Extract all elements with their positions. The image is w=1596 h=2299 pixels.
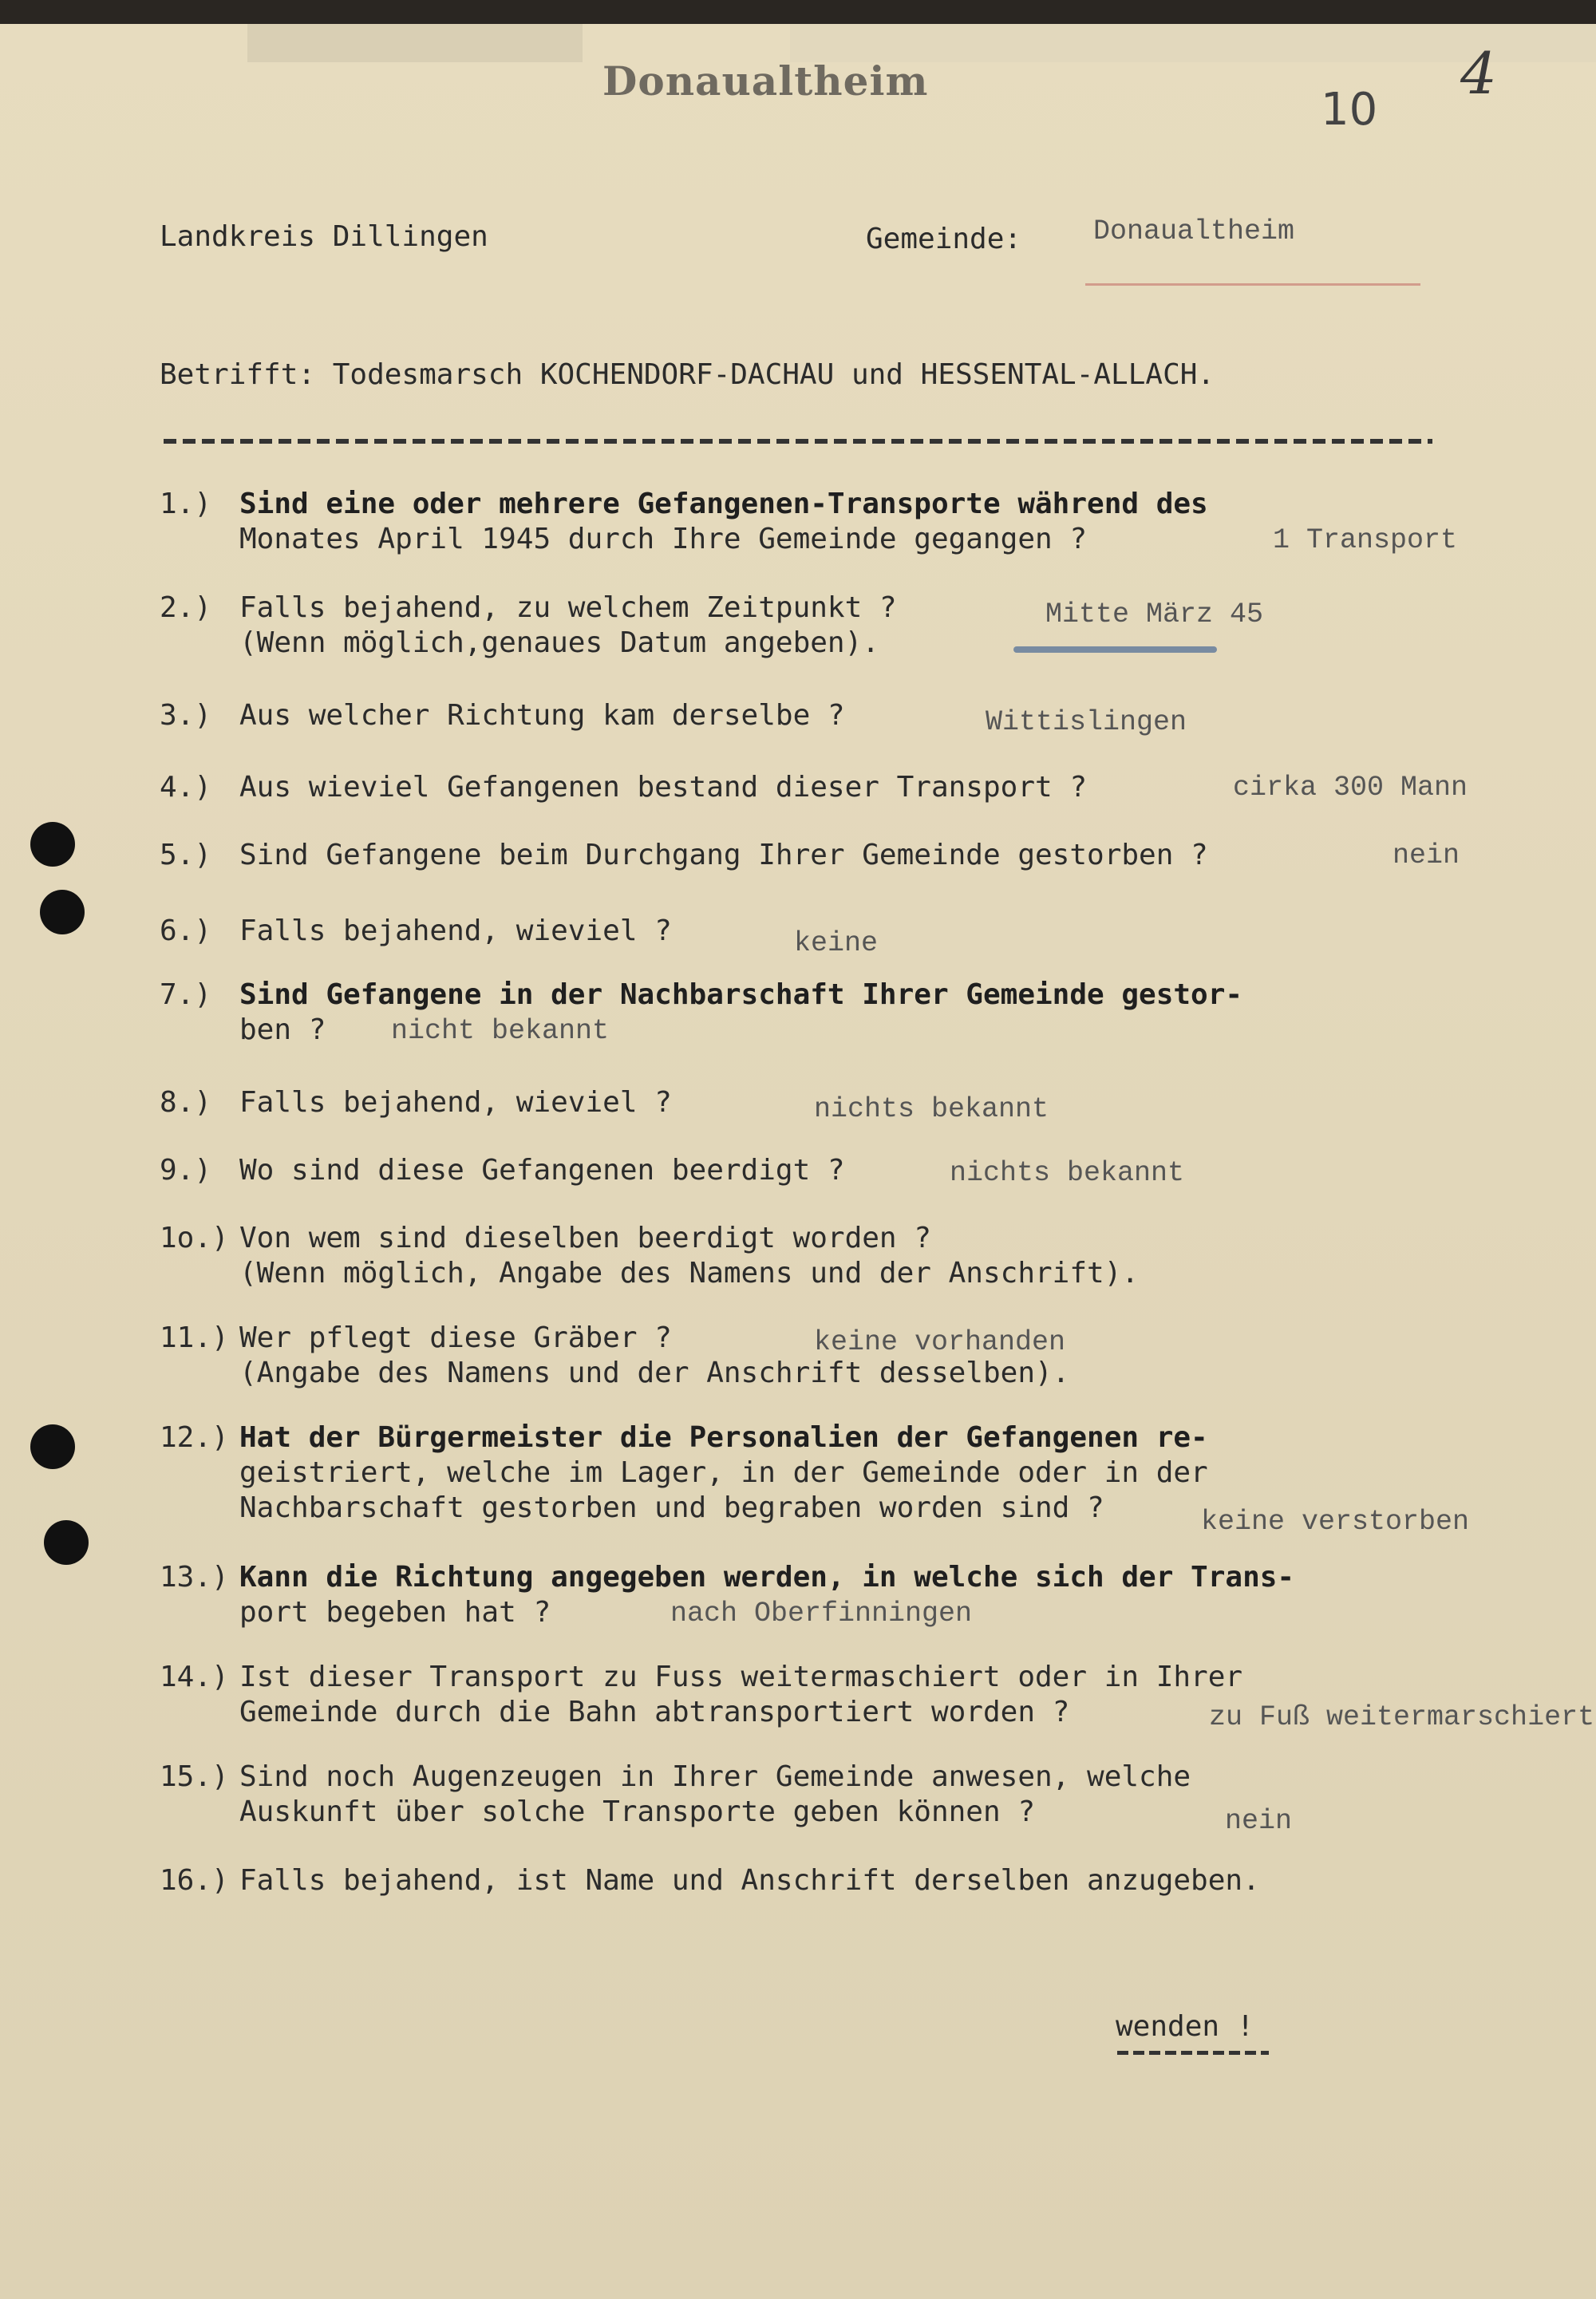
landkreis-label: Landkreis Dillingen	[160, 220, 488, 253]
red-pencil-mark	[1085, 283, 1420, 286]
question-text: Von wem sind dieselben beerdigt worden ?	[239, 1222, 931, 1254]
punch-hole	[44, 1520, 89, 1565]
blue-pencil-mark	[1013, 646, 1217, 653]
answer-text: keine	[794, 927, 879, 959]
question-number: 1.)	[160, 488, 212, 520]
turn-over-underline	[1117, 2051, 1269, 2055]
answer-text: zu Fuß weitermarschiert	[1209, 1701, 1595, 1733]
answer-text: nichts bekannt	[814, 1093, 1049, 1125]
punch-hole	[30, 1424, 75, 1469]
answer-text: cirka 300 Mann	[1233, 772, 1468, 804]
question-text: port begeben hat ?	[239, 1596, 551, 1629]
question-text: Wo sind diese Gefangenen beerdigt ?	[239, 1154, 845, 1187]
question-text: Kann die Richtung angegeben werden, in welche sich der Trans-	[239, 1561, 1295, 1594]
tape-strip	[247, 24, 583, 62]
separator-line	[164, 439, 1432, 444]
question-number: 3.)	[160, 699, 212, 732]
question-number: 14.)	[160, 1661, 229, 1693]
punch-hole	[40, 890, 85, 934]
question-text: Sind eine oder mehrere Gefangenen-Transporte während des	[239, 488, 1208, 520]
town-stamp: Donaualtheim	[602, 57, 929, 105]
question-text: Ist dieser Transport zu Fuss weitermaschiert oder in Ihrer	[239, 1661, 1243, 1693]
question-number: 1o.)	[160, 1222, 229, 1254]
question-number: 15.)	[160, 1760, 229, 1793]
question-text: Sind Gefangene in der Nachbarschaft Ihrer Gemeinde gestor-	[239, 978, 1243, 1011]
answer-text: nach Oberfinningen	[670, 1598, 973, 1629]
question-text: Auskunft über solche Transporte geben können ?	[239, 1795, 1035, 1828]
question-text: Falls bejahend, ist Name und Anschrift derselben anzugeben.	[239, 1864, 1260, 1897]
question-text: Sind noch Augenzeugen in Ihrer Gemeinde anwesen, welche	[239, 1760, 1191, 1793]
question-number: 7.)	[160, 978, 212, 1011]
question-number: 12.)	[160, 1421, 229, 1454]
question-text: (Wenn möglich, Angabe des Namens und der Anschrift).	[239, 1257, 1140, 1290]
question-text: Falls bejahend, wieviel ?	[239, 1086, 672, 1119]
answer-text: nichts bekannt	[950, 1157, 1185, 1189]
answer-text: Wittislingen	[986, 706, 1187, 738]
question-number: 16.)	[160, 1864, 229, 1897]
question-text: Aus welcher Richtung kam derselbe ?	[239, 699, 845, 732]
question-text: Hat der Bürgermeister die Personalien der Gefangenen re-	[239, 1421, 1208, 1454]
page-number: 10	[1321, 84, 1378, 136]
question-text: Sind Gefangene beim Durchgang Ihrer Gemeinde gestorben ?	[239, 839, 1208, 871]
question-number: 2.)	[160, 591, 212, 624]
punch-hole	[30, 822, 75, 867]
answer-text: 1 Transport	[1273, 524, 1458, 556]
question-number: 6.)	[160, 914, 212, 947]
question-text: Falls bejahend, zu welchem Zeitpunkt ?	[239, 591, 897, 624]
answer-text: Mitte März 45	[1045, 598, 1264, 630]
document-page	[0, 24, 1596, 2299]
question-text: Aus wieviel Gefangenen bestand dieser Transport ?	[239, 771, 1088, 804]
subject-line: Betrifft: Todesmarsch KOCHENDORF-DACHAU und HESSENTAL-ALLACH.	[160, 358, 1215, 391]
question-number: 9.)	[160, 1154, 212, 1187]
question-number: 4.)	[160, 771, 212, 804]
question-text: geistriert, welche im Lager, in der Gemeinde oder in der	[239, 1456, 1208, 1489]
question-number: 11.)	[160, 1321, 229, 1354]
question-text: Nachbarschaft gestorben und begraben worden sind ?	[239, 1491, 1104, 1524]
question-text: Falls bejahend, wieviel ?	[239, 914, 672, 947]
question-text: Monates April 1945 durch Ihre Gemeinde gegangen ?	[239, 523, 1088, 555]
answer-text: nein	[1393, 839, 1460, 871]
answer-text: nein	[1225, 1805, 1293, 1837]
question-text: (Wenn möglich,genaues Datum angeben).	[239, 626, 879, 659]
question-number: 5.)	[160, 839, 212, 871]
answer-text: keine vorhanden	[814, 1326, 1066, 1358]
question-text: Gemeinde durch die Bahn abtransportiert worden ?	[239, 1696, 1070, 1728]
handwritten-number: 4	[1460, 40, 1497, 107]
question-text: (Angabe des Namens und der Anschrift desselben).	[239, 1357, 1070, 1389]
question-number: 13.)	[160, 1561, 229, 1594]
gemeinde-label: Gemeinde:	[866, 223, 1022, 255]
question-text: ben ?	[239, 1013, 326, 1046]
turn-over-note: wenden !	[1116, 2010, 1254, 2043]
question-text: Wer pflegt diese Gräber ?	[239, 1321, 672, 1354]
answer-text: keine verstorben	[1201, 1506, 1470, 1538]
answer-text: nicht bekannt	[391, 1015, 610, 1047]
question-number: 8.)	[160, 1086, 212, 1119]
gemeinde-value: Donaualtheim	[1093, 215, 1295, 247]
